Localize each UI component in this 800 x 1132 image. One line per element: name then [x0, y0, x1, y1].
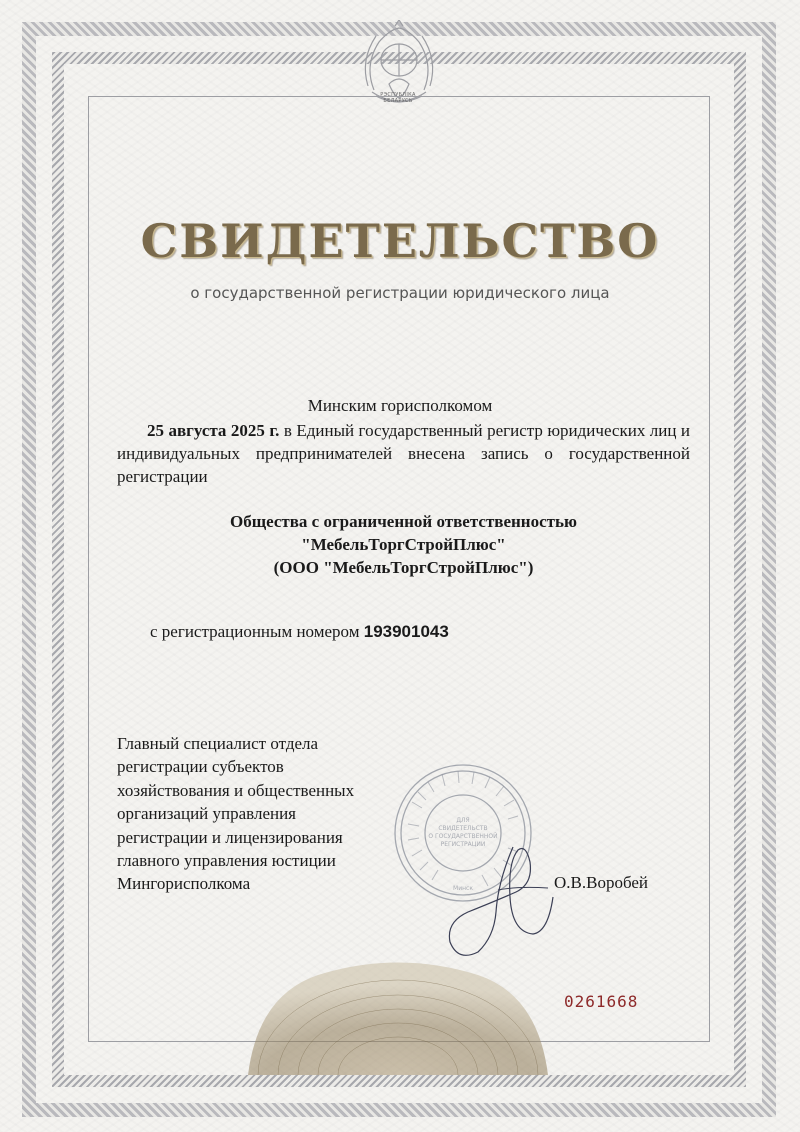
position-line: хозяйствования и общественных: [117, 780, 355, 800]
emblem-label-line2: БЕЛАРУСЬ: [383, 98, 413, 104]
position-line: главного управления юстиции: [117, 851, 336, 871]
position-line: организаций управления: [117, 804, 297, 824]
signatory-name-text: О.В.Воробей: [554, 873, 649, 892]
stamp-center-line1: ДЛЯ: [456, 817, 470, 824]
stamp-city: Минск: [453, 885, 473, 892]
regnum-label: с регистрационным номером: [150, 622, 360, 641]
position-line: Мингорисполкома: [117, 874, 251, 894]
position-line: Главный специалист отдела: [117, 734, 319, 753]
org-full-name: Общества с ограниченной ответственностью: [230, 512, 577, 531]
registration-date: 25 августа 2025 г.: [147, 421, 280, 440]
registering-authority: Минским горисполкомом: [307, 396, 493, 415]
registration-text: в Единый государственный регистр юридических лиц и индивидуальных предпринимателей внесена запись о государственной регистрации: [117, 421, 690, 486]
handwritten-signature: [438, 842, 568, 962]
stamp-center-line2: СВИДЕТЕЛЬСТВ: [438, 825, 488, 832]
document-title: СВИДЕТЕЛЬСТВО: [140, 214, 660, 268]
registration-paragraph: [117, 419, 690, 488]
emblem-label-line1: РЭСПУБЛІКА: [380, 92, 416, 98]
position-line: регистрации субъектов: [117, 757, 284, 777]
document-subtitle: о государственной регистрации юридического лица: [190, 284, 610, 302]
guilloche-rosette: [238, 955, 558, 1075]
registration-number: 193901043: [363, 622, 449, 641]
stamp-center-line4: РЕГИСТРАЦИИ: [440, 841, 486, 848]
org-short-name: (ООО "МебельТоргСтройПлюс"): [273, 558, 534, 577]
serial-number: 0261668: [564, 992, 639, 1011]
signatory-name: [554, 873, 648, 893]
organization-name-block: [117, 510, 690, 579]
stamp-center-line3: О ГОСУДАРСТВЕННОЙ: [428, 833, 498, 840]
org-quoted-name: "МебельТоргСтройПлюс": [301, 535, 506, 554]
position-line: регистрации и лицензирования: [117, 827, 343, 847]
signatory-position: [117, 732, 437, 896]
registration-number-line: [150, 622, 449, 642]
emblem-label: [366, 92, 430, 104]
